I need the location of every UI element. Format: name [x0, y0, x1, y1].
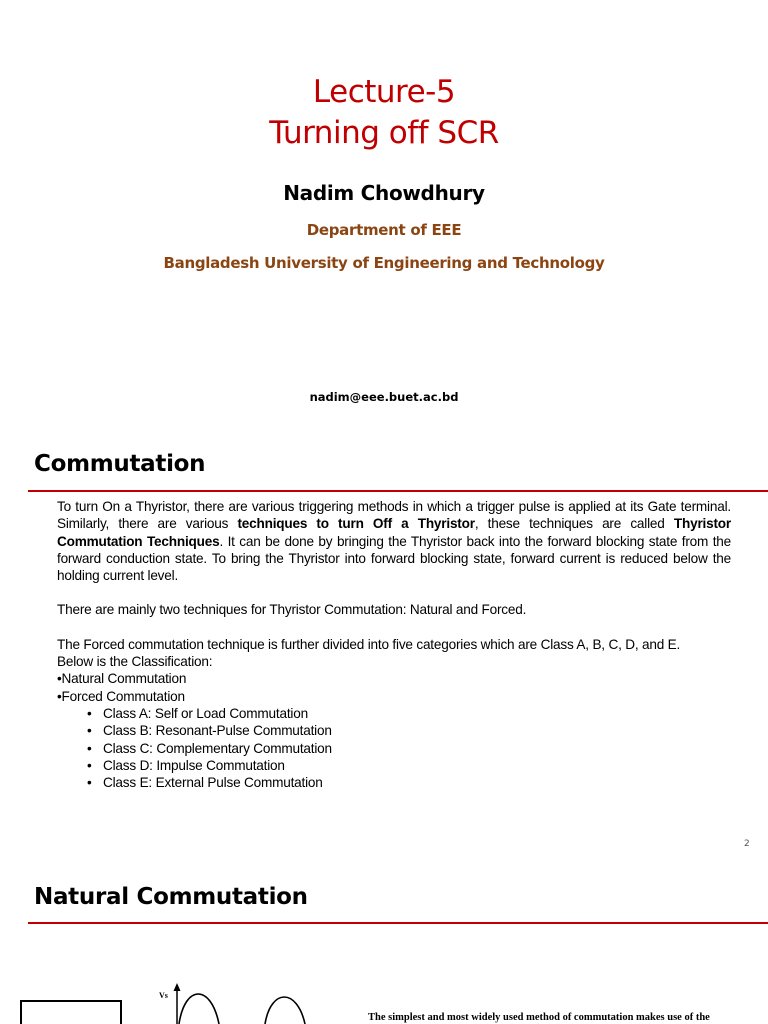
sine-waveform-graph: [165, 982, 335, 1024]
bullet-icon: •: [87, 740, 92, 756]
list-item-forced: •Forced Commutation: [57, 688, 185, 704]
commutation-slide: [0, 420, 768, 849]
author-email: nadim@eee.buet.ac.bd: [309, 390, 459, 404]
page-number: 2: [744, 839, 750, 849]
text-run: To turn On a Thyristor, there are various triggering methods in which a trigger pulse is applied at its Gate terminal. Similarly, there are various: [57, 499, 731, 532]
bullet-icon: •: [87, 775, 92, 791]
paragraph-forced-categories: The Forced commutation technique is further divided into five categories which are Class A, B, C, D, and E.: [57, 636, 681, 652]
axis-arrow-icon: [174, 983, 181, 991]
list-item: [57, 740, 731, 757]
bullet-icon: •: [87, 757, 92, 773]
title-slide: [0, 0, 768, 420]
author-name: Nadim Chowdhury: [283, 181, 485, 205]
slide-heading: Natural Commutation: [34, 884, 308, 910]
emphasis-commutation-techniques: Thyristor Commutation Techniques: [57, 516, 731, 549]
bullet-icon: •: [87, 705, 92, 721]
heading-divider: [28, 490, 768, 492]
class-label: Class A: Self or Load Commutation: [103, 705, 308, 721]
sine-positive-half-2: [265, 997, 305, 1024]
vs-axis-label: Vs: [159, 991, 168, 1000]
paragraph-two-techniques: There are mainly two techniques for Thyristor Commutation: Natural and Forced.: [57, 602, 527, 618]
list-item: [57, 722, 731, 739]
lecture-title: Turning off SCR: [269, 115, 499, 151]
scanned-text-snippet: The simplest and most widely used method of commutation makes use of the: [368, 1012, 710, 1023]
forced-class-list: [57, 705, 731, 791]
circuit-diagram: [20, 1000, 122, 1024]
natural-commutation-slide: [0, 855, 768, 1024]
class-label: Class E: External Pulse Commutation: [103, 775, 323, 791]
slide-heading: Commutation: [34, 451, 206, 477]
slide-body: [57, 498, 731, 791]
emphasis-turn-off: techniques to turn Off a Thyristor: [237, 516, 475, 532]
text-run: . It can be done by bringing the Thyristor back into the forward blocking state from the forward conduction state. To bring the Thyristor into forward blocking state, forward current is reduced below the holding current level.: [57, 533, 731, 584]
paragraph-definition: [57, 498, 731, 584]
class-label: Class C: Complementary Commutation: [103, 740, 332, 756]
list-item: [57, 774, 731, 791]
list-item: [57, 757, 731, 774]
text-run: , these techniques are called: [474, 516, 674, 532]
classification-intro: Below is the Classification:: [57, 654, 213, 670]
list-item-natural: •Natural Commutation: [57, 671, 187, 687]
sine-positive-half-1: [179, 994, 219, 1024]
university: Bangladesh University of Engineering and Technology: [163, 254, 605, 272]
list-item: [57, 705, 731, 722]
class-label: Class D: Impulse Commutation: [103, 757, 285, 773]
lecture-number: Lecture-5: [312, 74, 456, 110]
heading-divider: [28, 922, 768, 924]
department: Department of EEE: [306, 221, 462, 239]
class-label: Class B: Resonant-Pulse Commutation: [103, 723, 332, 739]
bullet-icon: •: [87, 723, 92, 739]
